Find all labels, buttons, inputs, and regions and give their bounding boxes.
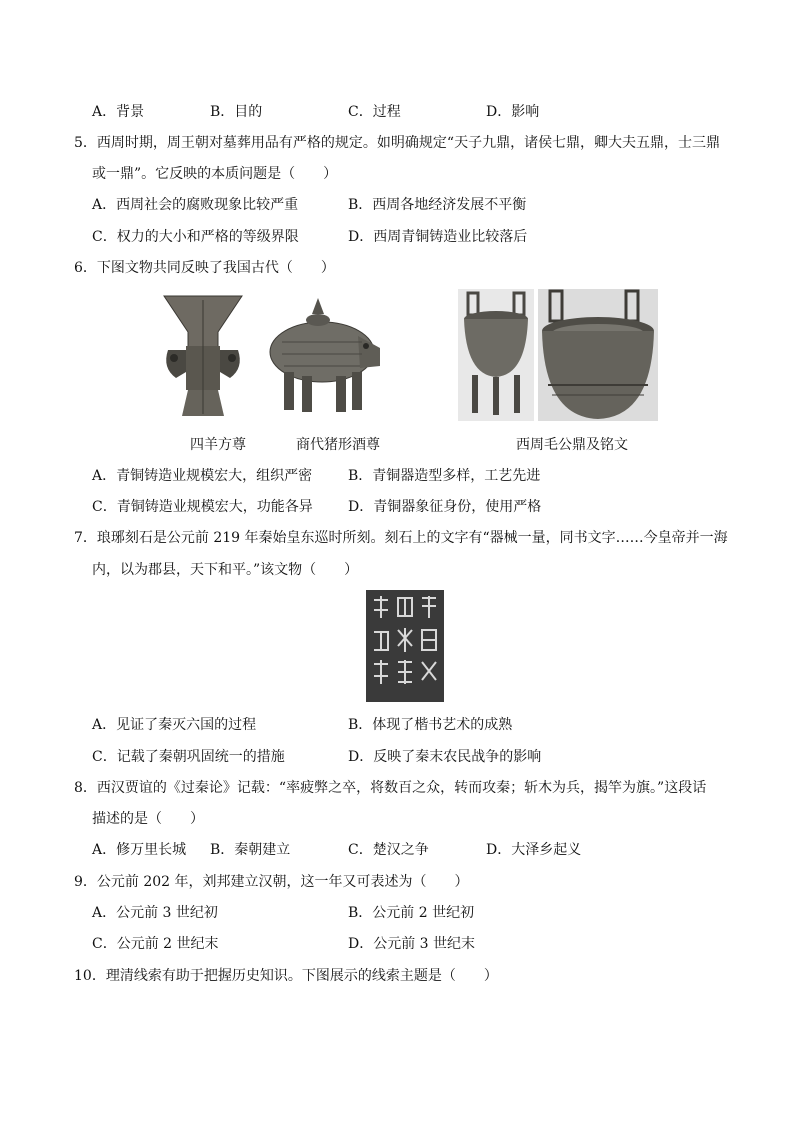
q9-option-b: B．公元前 2 世纪初: [348, 905, 475, 921]
q5-stem-line1: 5．西周时期，周王朝对墓葬用品有严格的规定。如明确规定“天子九鼎，诸侯七鼎，卿大夫五鼎，士三鼎: [74, 135, 721, 151]
q8-stem-line1: 8．西汉贾谊的《过秦论》记载：“率疲弊之卒，将数百之众，转而攻秦；斩木为兵，揭竿为旗。”这段话: [74, 780, 707, 796]
q8-option-a: A．修万里长城: [92, 842, 187, 858]
q6-option-d: D．青铜器象征身份，使用严格: [348, 499, 542, 515]
q5-option-b: B．西周各地经济发展不平衡: [348, 197, 527, 213]
four-ram-zun-image: [160, 292, 246, 420]
pig-wine-vessel-image: [262, 292, 386, 416]
q10-stem-line1: 10．理清线索有助于把握历史知识。下图展示的线索主题是（ ）: [74, 968, 498, 984]
q4-option-d: D．影响: [486, 104, 540, 120]
q4-option-c: C．过程: [348, 104, 401, 120]
q5-option-a: A．西周社会的腐败现象比较严重: [92, 197, 299, 213]
q7-stem-line1: 7．琅琊刻石是公元前 219 年秦始皇东巡时所刻。刻石上的文字有“器械一量，同书文字……今皇帝并一海: [74, 530, 728, 546]
q8-option-d: D．大泽乡起义: [486, 842, 582, 858]
caption-four-ram-zun: 四羊方尊: [190, 437, 246, 453]
q7-option-a: A．见证了秦灭六国的过程: [92, 717, 257, 733]
q7-option-c: C．记载了秦朝巩固统一的措施: [92, 749, 285, 765]
q8-option-b: B．秦朝建立: [210, 842, 291, 858]
q9-stem-line1: 9．公元前 202 年，刘邦建立汉朝，这一年又可表述为（ ）: [74, 874, 469, 890]
q9-option-a: A．公元前 3 世纪初: [92, 905, 218, 921]
q6-option-c: C．青铜铸造业规模宏大，功能各异: [92, 499, 313, 515]
q8-option-c: C．楚汉之争: [348, 842, 429, 858]
q8-stem-line2: 描述的是（ ）: [92, 811, 204, 827]
mao-gong-ding-inscription-image: [538, 289, 658, 421]
caption-pig-wine-vessel: 商代猪形酒尊: [296, 437, 380, 453]
q7-stem-line2: 内，以为郡县，天下和平。”该文物（ ）: [92, 562, 359, 578]
mao-gong-ding-image: [458, 289, 534, 421]
caption-mao-gong-ding: 西周毛公鼎及铭文: [516, 437, 628, 453]
q9-option-d: D．公元前 3 世纪末: [348, 936, 476, 952]
q7-option-d: D．反映了秦末农民战争的影响: [348, 749, 542, 765]
q5-stem-line2: 或一鼎”。它反映的本质问题是（ ）: [92, 166, 338, 182]
q7-option-b: B．体现了楷书艺术的成熟: [348, 717, 513, 733]
q4-option-b: B．目的: [210, 104, 263, 120]
q9-option-c: C．公元前 2 世纪末: [92, 936, 219, 952]
q4-option-a: A．背景: [92, 104, 145, 120]
q6-stem-line1: 6．下图文物共同反映了我国古代（ ）: [74, 260, 335, 276]
q6-option-b: B．青铜器造型多样，工艺先进: [348, 468, 541, 484]
q6-option-a: A．青铜铸造业规模宏大，组织严密: [92, 468, 313, 484]
q5-option-c: C．权力的大小和严格的等级界限: [92, 229, 299, 245]
langya-stone-inscription-image: [366, 590, 444, 702]
q5-option-d: D．西周青铜铸造业比较落后: [348, 229, 528, 245]
